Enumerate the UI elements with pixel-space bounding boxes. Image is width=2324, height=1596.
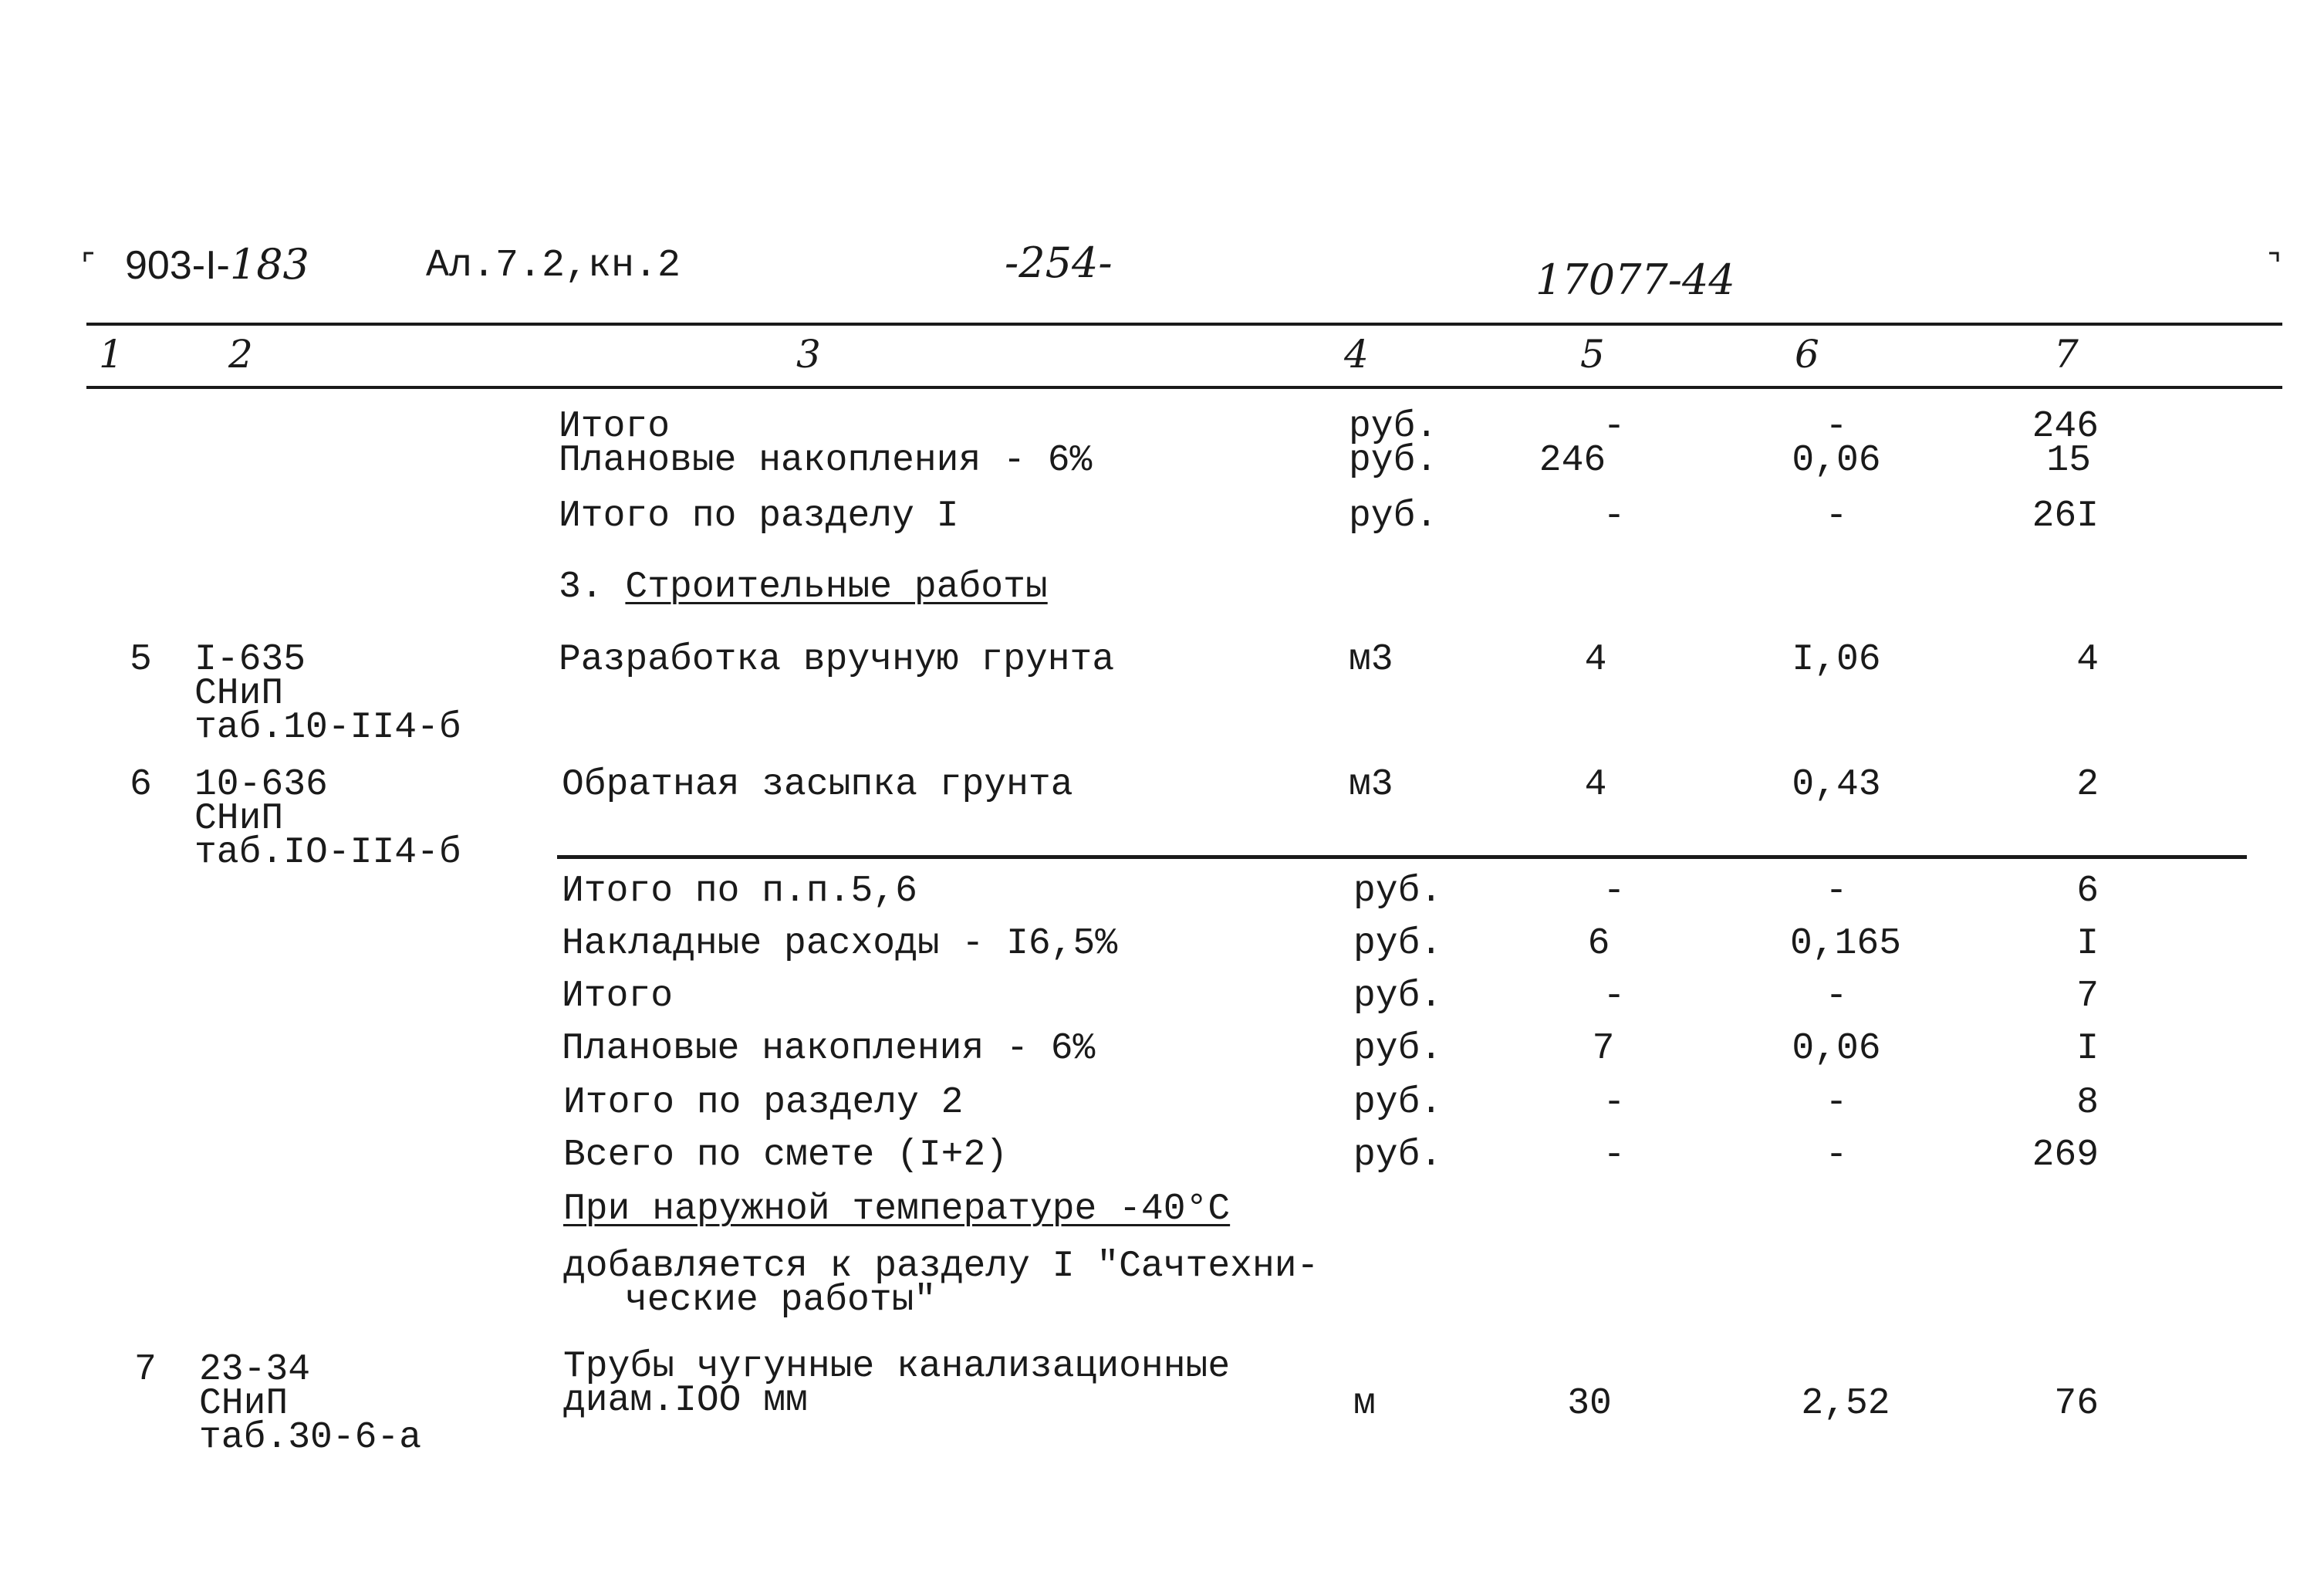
row-quantity: - <box>1603 406 1626 448</box>
row-total: 76 <box>2054 1383 2099 1425</box>
row-quantity: 4 <box>1584 639 1607 681</box>
row-quantity: 6 <box>1587 923 1610 965</box>
row-quantity: 7 <box>1592 1028 1615 1070</box>
row-total: 269 <box>2032 1134 2099 1176</box>
row-norm-source: СНиП <box>194 673 284 715</box>
row-unit-cost: 0,06 <box>1792 440 1881 482</box>
row-total: 2 <box>2076 764 2099 806</box>
row-unit: руб. <box>1353 1028 1443 1070</box>
column-number-2: 2 <box>228 332 253 377</box>
header-bottom-rule <box>86 386 2282 389</box>
row-description: Итого по разделу I <box>559 495 959 537</box>
row-norm-table: таб.30-6-а <box>199 1417 422 1459</box>
row-unit: руб. <box>1353 976 1443 1017</box>
row-unit: руб. <box>1353 923 1443 965</box>
row-unit: м3 <box>1349 764 1393 806</box>
row-unit: руб. <box>1349 406 1438 448</box>
row-description-line-1: Трубы чугунные канализационные <box>563 1346 1231 1388</box>
row-description: Итого по п.п.5,6 <box>562 871 917 912</box>
row-norm-code: 23-34 <box>199 1349 311 1391</box>
row-unit-cost: - <box>1825 871 1848 912</box>
page-number: -254- <box>1005 238 1113 287</box>
row-unit-cost: - <box>1825 1134 1848 1176</box>
row-unit: руб. <box>1353 871 1443 912</box>
row-description: Итого <box>562 976 674 1017</box>
row-unit-cost: I,06 <box>1792 639 1881 681</box>
section-heading <box>559 566 1048 608</box>
row-unit: м <box>1353 1383 1376 1425</box>
row-description: Накладные расходы - I6,5% <box>562 923 1118 965</box>
row-quantity: - <box>1603 1134 1626 1176</box>
row-quantity: 246 <box>1539 440 1606 482</box>
row-position: 6 <box>130 764 152 806</box>
section-number: 3. <box>559 566 603 608</box>
corner-mark-left <box>83 252 94 262</box>
column-number-5: 5 <box>1580 332 1605 377</box>
column-number-6: 6 <box>1795 332 1819 377</box>
row-position: 5 <box>130 639 152 681</box>
row-unit-cost: 0,165 <box>1789 923 1902 965</box>
row-unit: руб. <box>1353 1082 1443 1124</box>
row-total: I <box>2076 1028 2099 1070</box>
row-quantity: - <box>1603 871 1626 912</box>
row-unit-cost: - <box>1825 406 1848 448</box>
row-unit: руб. <box>1349 495 1438 537</box>
order-number: 17077-44 <box>1535 255 1735 304</box>
row-total: 26I <box>2032 495 2099 537</box>
corner-mark-right <box>2268 252 2279 262</box>
row-unit-cost: - <box>1825 495 1848 537</box>
row-total: I <box>2076 923 2099 965</box>
document-code-prefix: 903-I- <box>125 243 230 288</box>
row-total: 15 <box>2046 440 2091 482</box>
row-unit-cost: 0,43 <box>1792 764 1881 806</box>
note-title: При наружной температуре -40°C <box>563 1189 1231 1230</box>
row-quantity: - <box>1603 1082 1626 1124</box>
album-reference: Ал.7.2,кн.2 <box>426 244 681 288</box>
row-unit: м3 <box>1349 639 1393 681</box>
row-norm-source: СНиП <box>194 798 284 840</box>
row-unit-cost: - <box>1825 976 1848 1017</box>
document-code <box>125 240 309 289</box>
row-norm-table: таб.IO-II4-б <box>194 832 461 874</box>
section-title: Строительные работы <box>625 566 1048 608</box>
row-description: Итого <box>559 406 671 448</box>
row-unit-cost: 0,06 <box>1792 1028 1881 1070</box>
row-total: 4 <box>2076 639 2099 681</box>
document-code-handwritten: 183 <box>229 240 309 289</box>
row-description: Всего по смете (I+2) <box>563 1134 1008 1176</box>
column-number-4: 4 <box>1344 332 1369 377</box>
row-unit-cost: - <box>1825 1082 1848 1124</box>
note-line-1: добавляется к разделу I "Сачтехни- <box>563 1246 1319 1287</box>
row-quantity: 4 <box>1584 764 1607 806</box>
column-number-3: 3 <box>796 332 821 377</box>
row-quantity: - <box>1603 495 1626 537</box>
note-line-2: ческие работы" <box>625 1280 937 1321</box>
row-norm-source: СНиП <box>199 1383 289 1425</box>
row-norm-code: I-635 <box>194 639 306 681</box>
row-description-line-2: диам.IOO мм <box>563 1380 808 1422</box>
row-total: 246 <box>2032 406 2099 448</box>
row-description: Разработка вручную грунта <box>559 639 1115 681</box>
row-quantity: 30 <box>1567 1383 1612 1425</box>
row-description: Итого по разделу 2 <box>563 1082 964 1124</box>
row-description: Плановые накопления - 6% <box>559 440 1093 482</box>
row-unit: руб. <box>1353 1134 1443 1176</box>
row-total: 6 <box>2076 871 2099 912</box>
header-top-rule <box>86 323 2282 326</box>
row-norm-code: 10-636 <box>194 764 328 806</box>
row-description: Обратная засыпка грунта <box>562 764 1073 806</box>
column-number-1: 1 <box>99 332 123 377</box>
row-position: 7 <box>134 1349 157 1391</box>
row-total: 8 <box>2076 1082 2099 1124</box>
column-number-7: 7 <box>2054 332 2079 377</box>
row-norm-table: таб.10-II4-б <box>194 707 461 749</box>
subtotal-rule <box>557 855 2247 859</box>
row-quantity: - <box>1603 976 1626 1017</box>
row-unit: руб. <box>1349 440 1438 482</box>
row-description: Плановые накопления - 6% <box>562 1028 1096 1070</box>
row-unit-cost: 2,52 <box>1801 1383 1890 1425</box>
row-total: 7 <box>2076 976 2099 1017</box>
